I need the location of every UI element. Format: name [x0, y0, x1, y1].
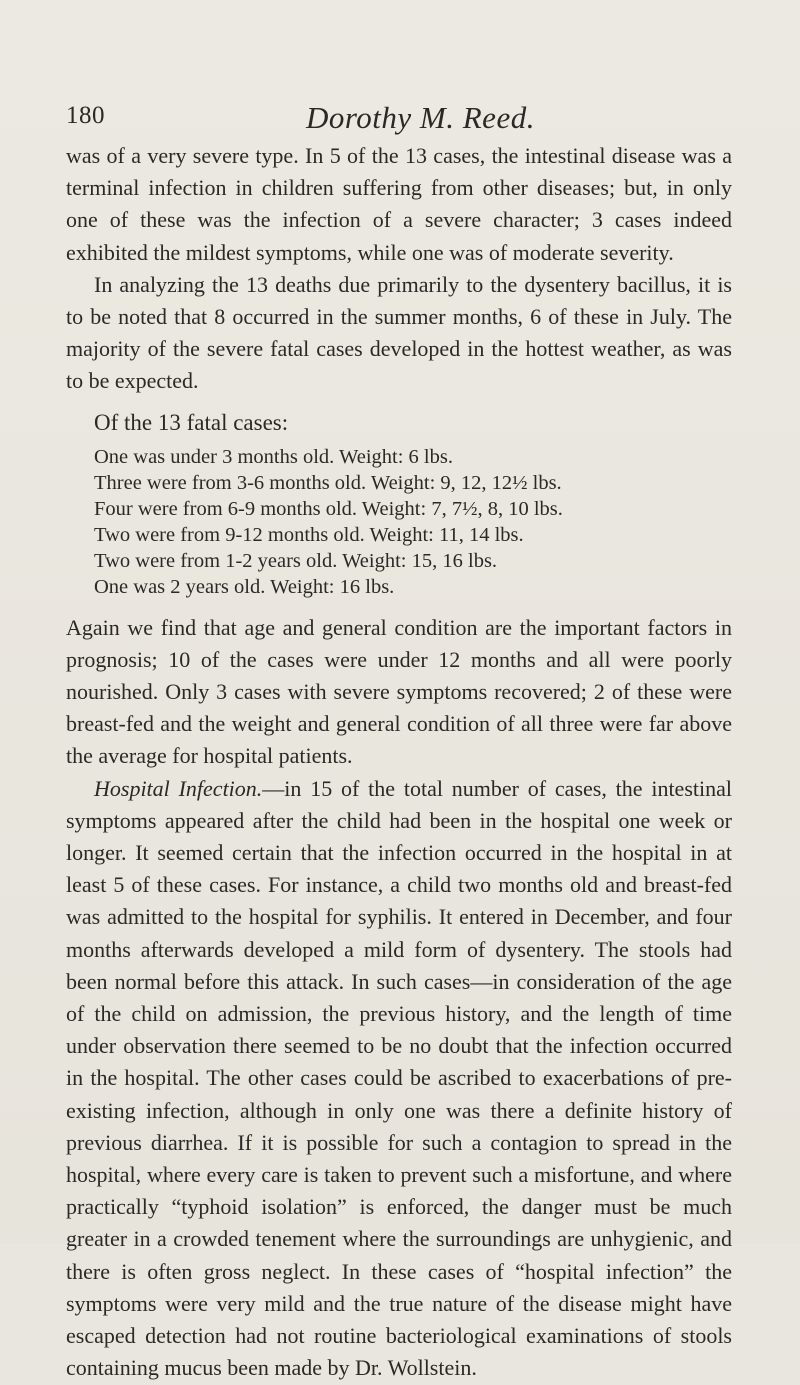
page-number: 180	[66, 102, 105, 129]
fatal-case-item: One was under 3 months old. Weight: 6 lbs.	[94, 445, 453, 468]
hospital-infection-text: —in 15 of the total number of cases, the intestinal symptoms appeared after the child had been in the hospital one week or longer. It seemed certain that the infection occurred in the hospital in at least 5 of these cases. For instance, a child two months old and breast-fed was admitted to the hospital for syphilis. It entered in December, and four months afterwards developed a mild form of dysentery. The stools had been normal before this attack. In such cases—in consideration of the age of the child on admission, the previous history, and the length of time under observation there seemed to be no doubt that the infection occurred in the hospital. The other cases could be ascribed to exacerbations of pre-existing infection, although in only one was there a definite history of previous diarrhea. If it is possible for such a contagion to spread in the hospital, where every care is taken to prevent such a misfortune, and where practically “typhoid isolation” is enforced, the danger must be much greater in a crowded tenement where the surroundings are unhygienic, and there is often gross neglect. In these cases of “hospital infection” the symptoms were very mild and the true nature of the disease might have escaped detection had not routine bacteriological examinations of stools containing mucus been made by Dr. Wollstein.	[66, 775, 732, 1381]
fatal-case-item: Two were from 9-12 months old. Weight: 11, 14 lbs.	[94, 523, 524, 546]
running-title: Dorothy M. Reed.	[306, 100, 535, 135]
paragraph-5	[66, 773, 732, 1385]
paragraph-2: In analyzing the 13 deaths due primarily to the dysentery bacillus, it is to be noted that 8 occurred in the summer months, 6 of these in July. The majority of the severe fatal cases developed in the hottest weather, as was to be expected.	[66, 271, 732, 394]
paragraph-1: was of a very severe type. In 5 of the 13 cases, the intestinal disease was a terminal infection in children suffering from other diseases; but, in only one of these was the infection of a severe character; 3 cases indeed exhibited the mildest symptoms, while one was of moderate severity.	[66, 143, 732, 265]
article-body	[66, 140, 732, 1385]
paragraph-4: Again we find that age and general condition are the important factors in prognosis; 10 of the cases were under 12 months and all were poorly nourished. Only 3 cases with severe symptoms recovered; 2 of these were breast-fed and the weight and general condition of all three were far above the average for hospital patients.	[66, 614, 732, 769]
page-header	[40, 100, 760, 140]
fatal-cases-heading: Of the 13 fatal cases:	[94, 409, 289, 435]
hospital-infection-heading: Hospital Infection.	[94, 775, 263, 801]
fatal-cases-list	[66, 444, 732, 600]
fatal-case-item: Two were from 1-2 years old. Weight: 15, 16 lbs.	[94, 549, 498, 572]
fatal-case-item: Three were from 3-6 months old. Weight: 9, 12, 12½ lbs.	[94, 471, 562, 494]
fatal-case-item: One was 2 years old. Weight: 16 lbs.	[94, 575, 395, 598]
fatal-case-item: Four were from 6-9 months old. Weight: 7, 7½, 8, 10 lbs.	[94, 497, 563, 520]
